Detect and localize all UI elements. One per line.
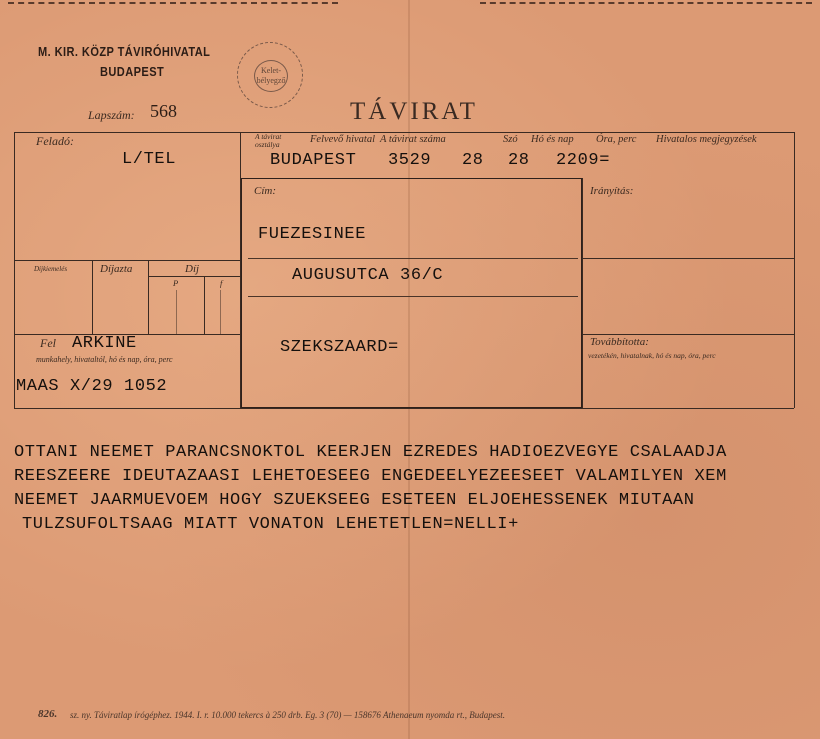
fee-sub-2: f (220, 278, 223, 288)
address-line-1: FUEZESINEE (258, 225, 367, 244)
form-number: 826. (38, 708, 58, 720)
office-city: BUDAPEST (100, 64, 165, 79)
origin-time: 2209= (556, 151, 611, 170)
routing-rule-2 (582, 334, 794, 335)
origin-col-day: Hó és nap (531, 134, 574, 145)
address-rule-1 (248, 258, 578, 259)
origin-office: BUDAPEST (270, 151, 357, 170)
address-label: Cím: (254, 185, 276, 197)
fee-dotted-1 (176, 290, 177, 334)
origin-words: 28 (462, 151, 484, 170)
fee-dotted-2 (220, 290, 221, 334)
fee-divider-3 (204, 276, 205, 334)
routing-rule-1 (582, 258, 794, 259)
origin-col-remarks: Hivatalos megjegyzések (656, 134, 757, 145)
received-label: Fel (40, 336, 56, 350)
received-sub: munkahely, hivataltól, hó és nap, óra, perc (36, 355, 173, 364)
address-rule-2 (248, 296, 578, 297)
address-line-3: SZEKSZAARD= (280, 338, 399, 357)
origin-col-words: Szó (503, 134, 518, 145)
sender-value: L/TEL (122, 150, 177, 169)
origin-col-time: Óra, perc (596, 134, 637, 145)
message-line-1: OTTANI NEEMET PARANCSNOKTOL KEERJEN EZREDES HADIOEZVEGYE CSALAADJA (14, 443, 727, 462)
origin-col-class: A távirat osztálya (255, 132, 282, 149)
sender-label: Feladó: (36, 134, 74, 148)
forward-sub: vezetékén, hivatalnak, hó és nap, óra, perc (588, 351, 716, 360)
sheet-number: 568 (150, 101, 177, 121)
message-line-3: NEEMET JAARMUEVOEM HOGY SZUEKSEEG ESETEEN ELJOEHESSENEK MIUTAAN (14, 491, 695, 510)
stamp-text: Kelet- bélyegző (256, 66, 286, 85)
perforation-left (8, 2, 338, 9)
left-edge-line (14, 132, 15, 408)
printer-note: sz. ny. Táviratlap írógéphez. 1944. I. r. 10.000 tekercs à 250 drb. Eg. 3 (70) — 158676 Athenaeum nyomda rt., Budapest. (70, 710, 505, 720)
page-title: TÁVIRAT (350, 98, 478, 125)
routing-label: Irányítás: (590, 185, 634, 197)
fee-col-1: Díjkiemelés (34, 265, 68, 273)
address-box (241, 178, 582, 408)
fee-divider-1 (92, 260, 93, 334)
fee-top-rule (14, 260, 240, 261)
office-name: M. KIR. KÖZP TÁVIRÓHIVATAL (38, 44, 211, 59)
right-column-divider (582, 178, 583, 408)
fee-col-3: Díj (185, 263, 200, 275)
sheet-number-label: Lapszám: (88, 108, 135, 122)
fee-sub-1: P (173, 278, 179, 288)
fee-sub-rule (148, 276, 240, 277)
origin-col-office: Felvevő hivatal (310, 134, 376, 145)
perforation-right (480, 2, 812, 9)
bottom-rule (14, 408, 794, 409)
forward-label: Továbbította: (590, 336, 649, 348)
received-value: ARKINE (72, 334, 137, 353)
operator-line: MAAS X/29 1052 (16, 377, 168, 396)
origin-col-number: A távirat száma (380, 134, 446, 145)
origin-number: 3529 (388, 151, 432, 170)
address-line-2: AUGUSUTCA 36/C (292, 266, 444, 285)
right-edge-line (794, 132, 795, 408)
origin-day: 28 (508, 151, 530, 170)
fee-col-2: Díjazta (100, 263, 133, 275)
message-line-2: REESZEERE IDEUTAZAASI LEHETOESEEG ENGEDEELYEZEESEET VALAMILYEN XEM (14, 467, 727, 486)
top-rule (14, 132, 794, 133)
fee-divider-2 (148, 260, 149, 334)
message-line-4: TULZSUFOLTSAAG MIATT VONATON LEHETETLEN=NELLI+ (22, 515, 519, 534)
